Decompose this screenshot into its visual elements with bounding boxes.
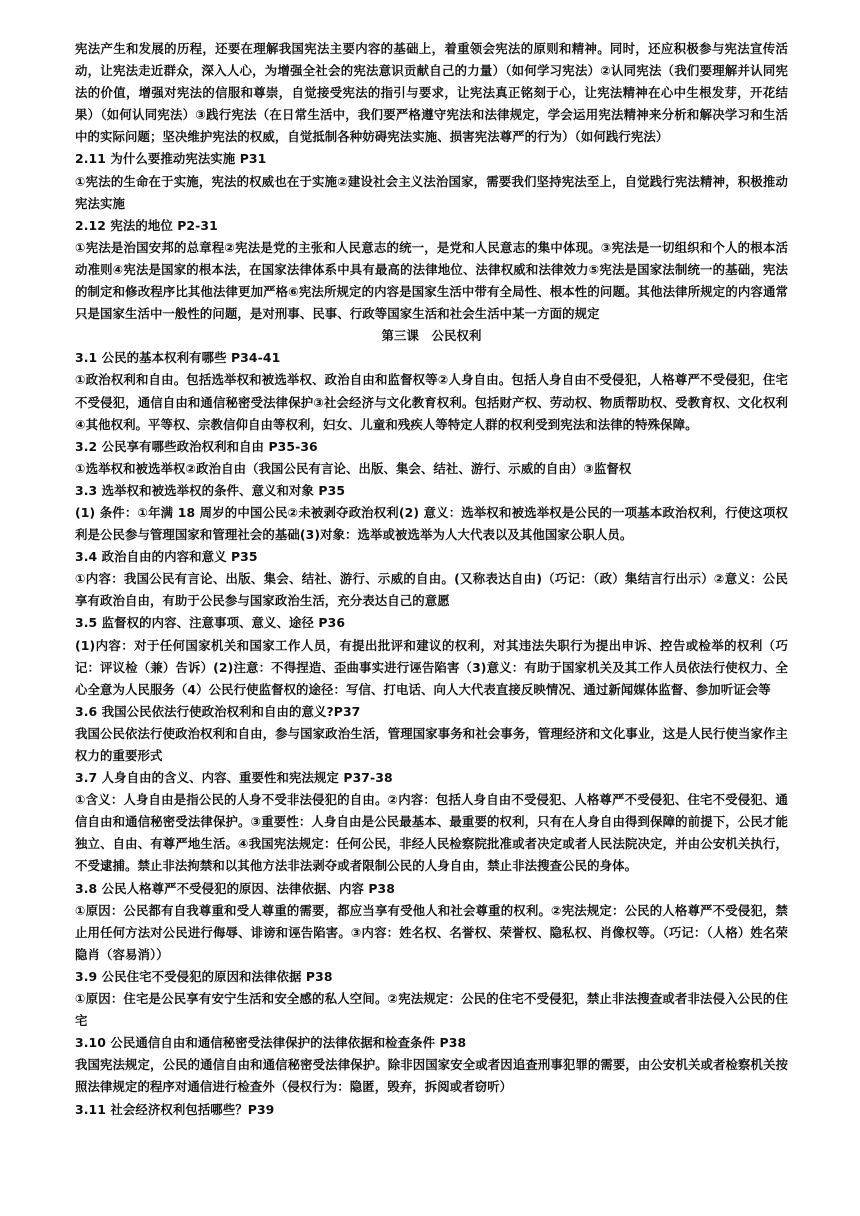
answer-2-12: ①宪法是治国安邦的总章程②宪法是党的主张和人民意志的统一，是党和人民意志的集中体现。③宪法是一切组织和个人的根本活动准则④宪法是国家的根本法，在国家法律体系中具有最高的法律地位、法律权威和法律效力⑤宪法是国家法制统一的基础，宪法的制定和修改程序比其他法律更加严格⑥宪法所规定的内容是国家生活中带有全局性、根本性的问题。其他法律所规定的内容通常只是国家生活中一般性的问题，是对刑事、民事、行政等国家生活和社会生活中某一方面的规定 [75,239,788,322]
heading-3-3: 3.3 选举权和被选举权的条件、意义和对象 P35 [75,482,346,498]
answer-2-11: ①宪法的生命在于实施，宪法的权威也在于实施②建设社会主义法治国家，需要我们坚持宪法至上，自觉践行宪法精神，积极推动宪法实施 [75,173,788,211]
heading-3-10: 3.10 公民通信自由和通信秘密受法律保护的法律依据和检查条件 P38 [75,1035,467,1051]
answer-3-5: (1)内容：对于任何国家机关和国家工作人员，有提出批评和建议的权利，对其违法失职行为提出申诉、控告或检举的权利（巧记：评议检（兼）告诉）(2)注意：不得捏造、歪曲事实进行诬告陷害（3)意义：有助于国家机关及其工作人员依法行使权力、全心全意为人民服务（4）公民行使监督权的途径：写信、打电话、向人大代表直接反映情况、通过新闻媒体监督、参加听证会等 [75,637,788,697]
answer-3-4: ①内容：我国公民有言论、出版、集会、结社、游行、示威的自由。(又称表达自由)（巧记：（政）集结言行出示）②意义：公民享有政治自由，有助于公民参与国家政治生活，充分表达自己的意愿 [75,571,788,609]
heading-3-5: 3.5 监督权的内容、注意事项、意义、途径 P36 [75,615,346,631]
heading-3-4: 3.4 政治自由的内容和意义 P35 [75,549,258,565]
intro-paragraph: 宪法产生和发展的历程，还要在理解我国宪法主要内容的基础上，着重领会宪法的原则和精神。同时，还应积极参与宪法宣传活动，让宪法走近群众，深入人心，为增强全社会的宪法意识贡献自己的力量）（如何学习宪法）②认同宪法（我们要理解并认同宪法的价值，增强对宪法的信服和尊崇，自觉接受宪法的指引与要求，让宪法真正铭刻于心，让宪法精神在心中生根发芽，开花结果）（如何认同宪法）③践行宪法（在日常生活中，我们要严格遵守宪法和法律规定，学会运用宪法精神来分析和解决学习和生活中的实际问题；坚决维护宪法的权威，自觉抵制各种妨碍宪法实施、损害宪法尊严的行为）（如何践行宪法） [75,41,788,145]
heading-3-9: 3.9 公民住宅不受侵犯的原因和法律依据 P38 [75,968,333,984]
heading-3-2: 3.2 公民享有哪些政治权利和自由 P35-36 [75,438,318,454]
answer-3-2: ①选举权和被选举权②政治自由（我国公民有言论、出版、集会、结社、游行、示威的自由）③监督权 [75,460,632,476]
heading-3-1: 3.1 公民的基本权利有哪些 P34-41 [75,350,281,366]
heading-3-8: 3.8 公民人格尊严不受侵犯的原因、法律依据、内容 P38 [75,880,396,896]
answer-3-10: 我国宪法规定，公民的通信自由和通信秘密受法律保护。除非因国家安全或者因追查刑事犯罪的需要，由公安机关或者检察机关按照法律规定的程序对通信进行检查外（侵权行为：隐匿，毁弃，拆阅或者窃听） [75,1057,788,1095]
heading-2-11: 2.11 为什么要推动宪法实施 P31 [75,151,267,167]
heading-2-12: 2.12 宪法的地位 P2-31 [75,217,218,233]
answer-3-1: ①政治权利和自由。包括选举权和被选举权、政治自由和监督权等②人身自由。包括人身自由不受侵犯，人格尊严不受侵犯，住宅不受侵犯，通信自由和通信秘密受法律保护③社会经济与文化教育权利。包括财产权、劳动权、物质帮助权、受教育权、文化权利④其他权利。平等权、宗教信仰自由等权利，妇女、儿童和残疾人等特定人群的权利受到宪法和法律的特殊保障。 [75,372,788,432]
heading-3-7: 3.7 人身自由的含义、内容、重要性和宪法规定 P37-38 [75,770,393,786]
answer-3-3: (1) 条件：①年满 18 周岁的中国公民②未被剥夺政治权利(2) 意义：选举权和被选举权是公民的一项基本政治权利，行使这项权利是公民参与管理国家和管理社会的基础(3)对象：选举或被选举为人大代表以及其他国家公职人员。 [75,504,788,543]
answer-3-9: ①原因：住宅是公民享有安宁生活和安全感的私人空间。②宪法规定：公民的住宅不受侵犯，禁止非法搜查或者非法侵入公民的住宅 [75,991,788,1029]
answer-3-6: 我国公民依法行使政治权利和自由，参与国家政治生活，管理国家事务和社会事务，管理经济和文化事业，这是人民行使当家作主权力的重要形式 [75,725,788,763]
heading-3-11: 3.11 社会经济权利包括哪些？P39 [75,1101,275,1117]
heading-3-6: 3.6 我国公民依法行使政治权利和自由的意义?P37 [75,703,361,719]
lesson-title: 第三课 公民权利 [381,328,482,344]
answer-3-7: ①含义：人身自由是指公民的人身不受非法侵犯的自由。②内容：包括人身自由不受侵犯、人格尊严不受侵犯、住宅不受侵犯、通信自由和通信秘密受法律保护。③重要性：人身自由是公民最基本、最重要的权利，只有在人身自由得到保障的前提下，公民才能独立、自由、有尊严地生活。④我国宪法规定：任何公民，非经人民检察院批准或者决定或者人民法院决定，并由公安机关执行，不受逮捕。禁止非法拘禁和以其他方法非法剥夺或者限制公民的人身自由，禁止非法搜查公民的身体。 [75,792,788,874]
answer-3-8: ①原因：公民都有自我尊重和受人尊重的需要，都应当享有受他人和社会尊重的权利。②宪法规定：公民的人格尊严不受侵犯，禁止用任何方法对公民进行侮辱、诽谤和诬告陷害。③内容：姓名权、名誉权、荣誉权、隐私权、肖像权等。（巧记：（人格）姓名荣隐肖（容易消）） [75,902,788,962]
